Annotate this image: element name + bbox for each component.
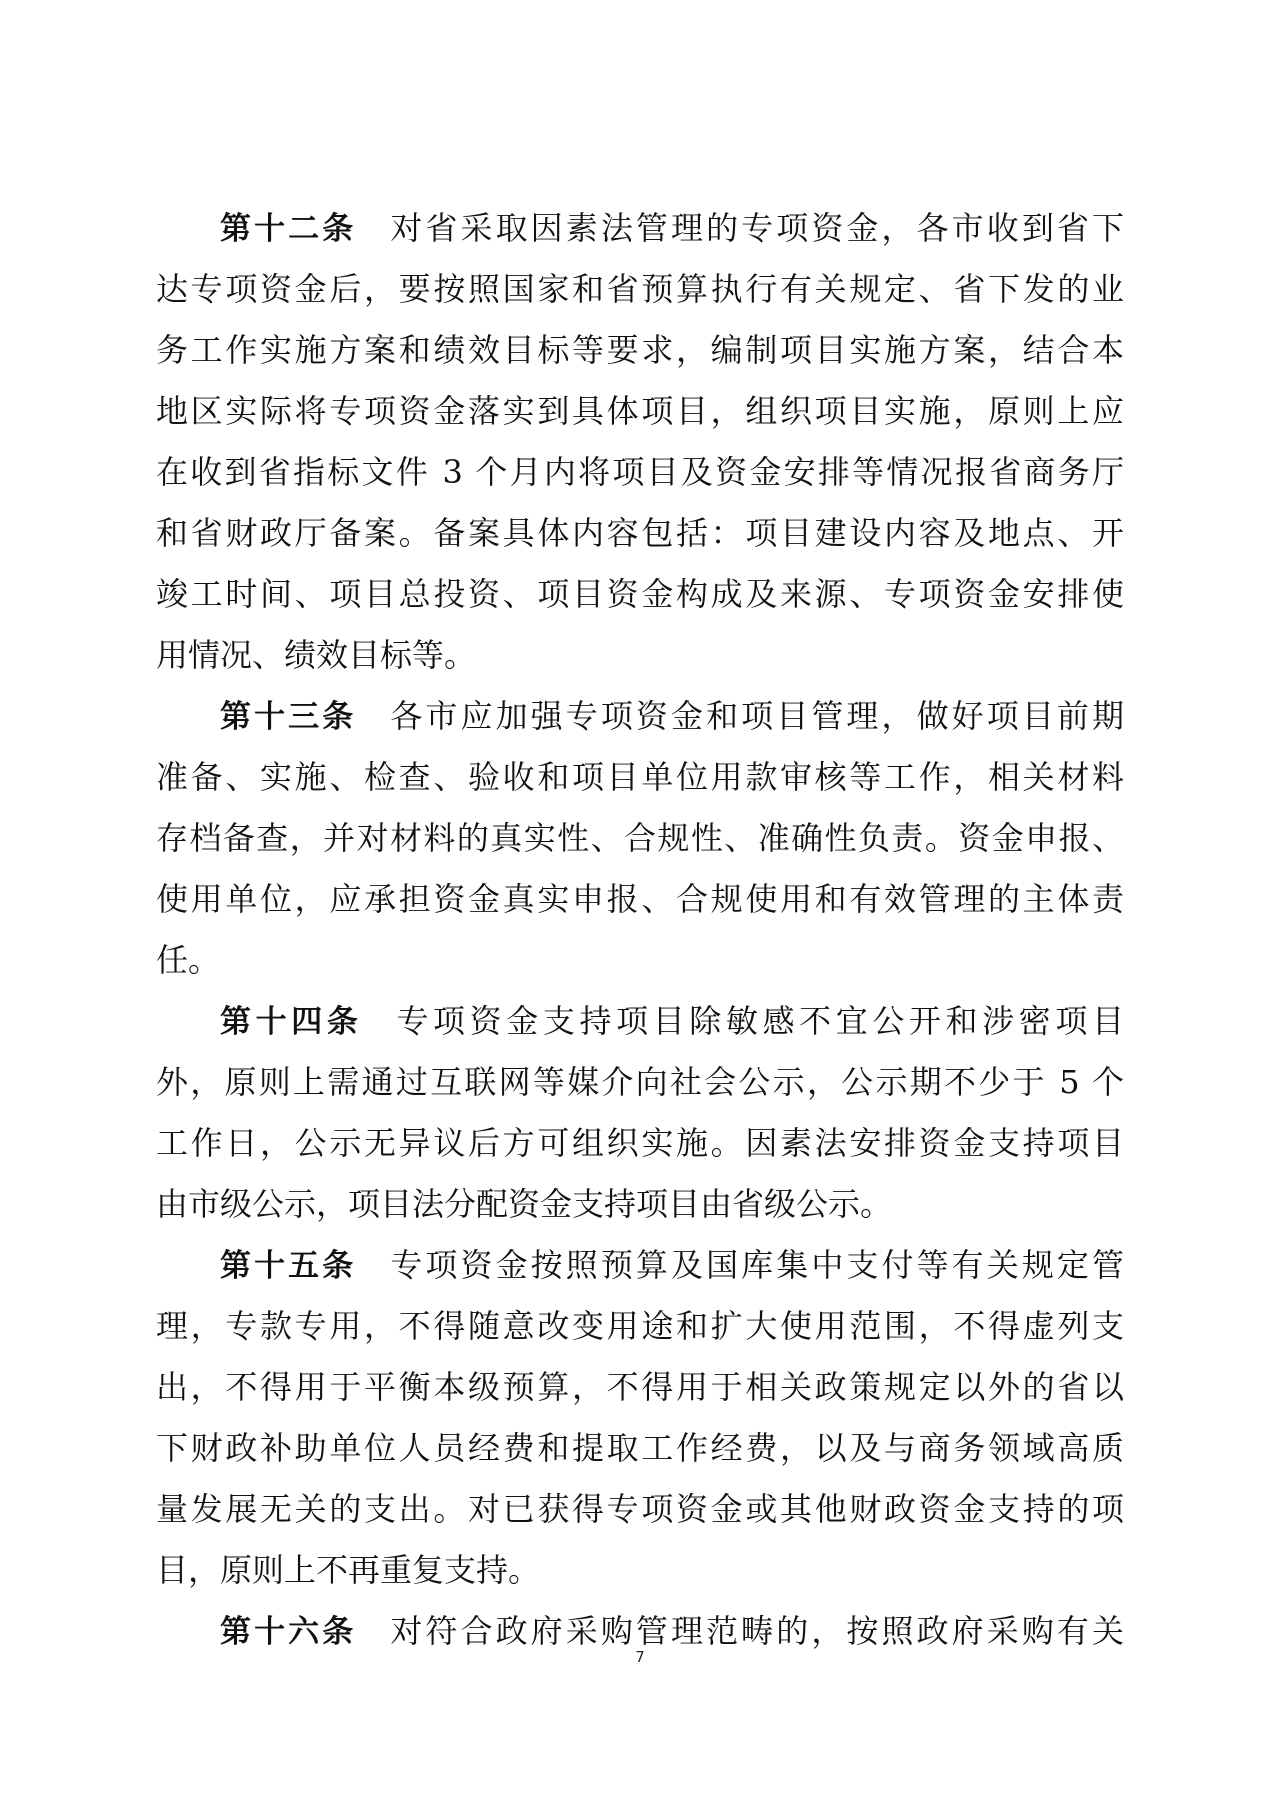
article-12 [156, 198, 1124, 686]
article-text: 专项资金按照预算及国库集中支付等有关规定管 [390, 1246, 1124, 1284]
article-line: 存档备查，并对材料的真实性、合规性、准确性负责。资金申报、 [156, 819, 1124, 857]
article-line: 达专项资金后，要按照国家和省预算执行有关规定、省下发的业 [156, 270, 1124, 308]
article-title: 第十二条 [220, 211, 357, 247]
article-line: 由市级公示，项目法分配资金支持项目由省级公示。 [156, 1185, 893, 1223]
document-body [156, 198, 1124, 1662]
article-line: 量发展无关的支出。对已获得专项资金或其他财政资金支持的项 [156, 1490, 1124, 1528]
article-line: 地区实际将专项资金落实到具体项目，组织项目实施，原则上应 [156, 392, 1124, 430]
article-first-line [156, 686, 1124, 747]
article-14 [156, 991, 1124, 1235]
article-text: 对省采取因素法管理的专项资金，各市收到省下 [390, 209, 1124, 247]
article-line: 竣工时间、项目总投资、项目资金构成及来源、专项资金安排使 [156, 575, 1124, 613]
article-line: 在收到省指标文件 3 个月内将项目及资金安排等情况报省商务厅 [156, 453, 1124, 491]
article-line: 外，原则上需通过互联网等媒介向社会公示，公示期不少于 5 个 [156, 1063, 1124, 1101]
article-line: 准备、实施、检查、验收和项目单位用款审核等工作，相关材料 [156, 758, 1124, 796]
article-line: 理，专款专用，不得随意改变用途和扩大使用范围，不得虚列支 [156, 1307, 1124, 1345]
article-text: 对符合政府采购管理范畴的，按照政府采购有关 [390, 1612, 1124, 1650]
article-title: 第十四条 [220, 1004, 363, 1040]
article-first-line [156, 1235, 1124, 1296]
article-line: 工作日，公示无异议后方可组织实施。因素法安排资金支持项目 [156, 1124, 1124, 1162]
article-line: 使用单位，应承担资金真实申报、合规使用和有效管理的主体责 [156, 880, 1124, 918]
article-text: 各市应加强专项资金和项目管理，做好项目前期 [390, 697, 1124, 735]
article-title: 第十六条 [220, 1614, 357, 1650]
article-title: 第十五条 [220, 1248, 357, 1284]
article-line: 和省财政厅备案。备案具体内容包括：项目建设内容及地点、开 [156, 514, 1124, 552]
article-15 [156, 1235, 1124, 1601]
article-first-line [156, 198, 1124, 259]
page-number: 7 [635, 1648, 645, 1666]
article-13 [156, 686, 1124, 991]
article-line: 任。 [156, 941, 221, 979]
article-line: 目，原则上不再重复支持。 [156, 1551, 541, 1589]
article-line: 出，不得用于平衡本级预算，不得用于相关政策规定以外的省以 [156, 1368, 1124, 1406]
article-line: 务工作实施方案和绩效目标等要求，编制项目实施方案，结合本 [156, 331, 1124, 369]
article-line: 用情况、绩效目标等。 [156, 636, 477, 674]
article-text: 专项资金支持项目除敏感不宜公开和涉密项目 [396, 1002, 1124, 1040]
article-title: 第十三条 [220, 699, 357, 735]
article-first-line [156, 991, 1124, 1052]
article-line: 下财政补助单位人员经费和提取工作经费，以及与商务领域高质 [156, 1429, 1124, 1467]
